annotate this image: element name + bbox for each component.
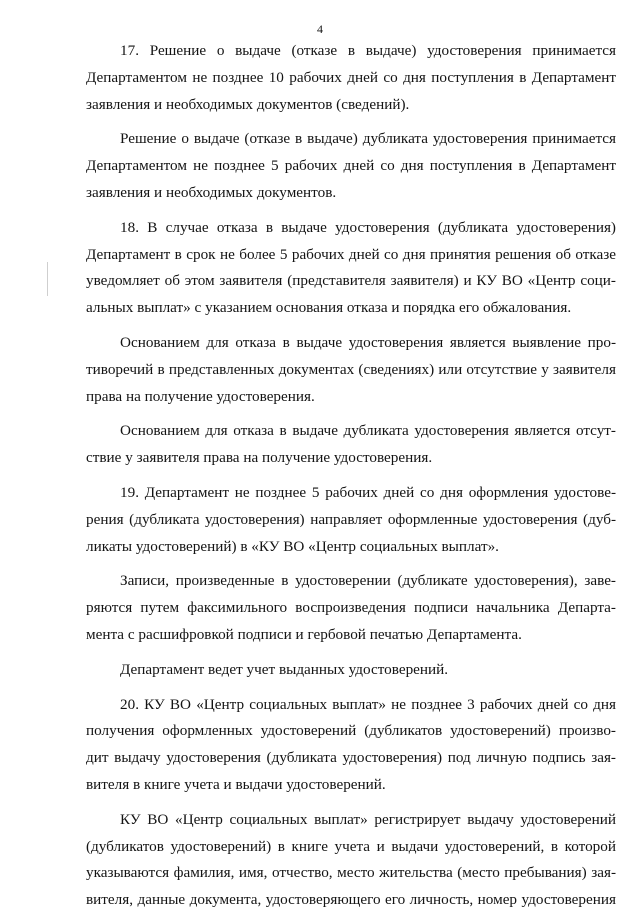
text-line: Записи, произведенные в удостоверении (дубликате удостоверения), заве-: [120, 572, 616, 590]
text-line: рения (дубликата удостоверения) направляет оформленные удостоверения (дуб-: [86, 510, 616, 528]
text-line: 19. Департамент не позднее 5 рабочих дней со дня оформления удостове-: [120, 483, 616, 501]
paragraph-gap: [86, 560, 616, 568]
margin-mark: [47, 262, 48, 296]
paragraph: [86, 215, 616, 322]
text-line: права на получение удостоверения.: [86, 387, 315, 405]
paragraph: [86, 330, 616, 410]
paragraph-gap: [86, 649, 616, 657]
paragraph: [86, 126, 616, 206]
text-line: Департаментом не позднее 5 рабочих дней со дня поступления в Департамент: [86, 157, 616, 175]
paragraph-gap: [86, 472, 616, 480]
paragraph: [86, 418, 616, 472]
document-body: [86, 38, 616, 914]
paragraph: [86, 568, 616, 648]
text-line: Основанием для отказа в выдаче удостоверения является выявление про-: [120, 333, 616, 351]
text-line: Основанием для отказа в выдаче дубликата удостоверения является отсут-: [120, 422, 616, 440]
text-line: получения оформленных удостоверений (дубликатов удостоверений) произво-: [86, 722, 616, 740]
text-line: дит выдачу удостоверения (дубликата удостоверения) под личную подпись зая-: [86, 749, 616, 767]
text-line: заявления и необходимых документов (сведений).: [86, 95, 410, 113]
text-line: ликаты удостоверений) в «КУ ВО «Центр социальных выплат».: [86, 537, 499, 555]
text-line: 17. Решение о выдаче (отказе в выдаче) удостоверения принимается: [120, 42, 616, 59]
paragraph: [86, 38, 616, 118]
paragraph: [86, 692, 616, 799]
paragraph: [86, 657, 616, 684]
paragraph-gap: [86, 207, 616, 215]
text-line: мента с расшифровкой подписи и гербовой печатью Департамента.: [86, 625, 522, 643]
paragraph: [86, 480, 616, 560]
text-line: Департамент ведет учет выданных удостоверений.: [120, 660, 449, 678]
text-line: указываются фамилия, имя, отчество, место жительства (место пребывания) зая-: [86, 864, 616, 882]
text-line: заявления и необходимых документов.: [86, 183, 337, 201]
page-number: 4: [317, 22, 323, 36]
paragraph-gap: [86, 118, 616, 126]
text-line: 18. В случае отказа в выдаче удостоверения (дубликата удостоверения): [120, 218, 616, 236]
text-line: Решение о выдаче (отказе в выдаче) дубликата удостоверения принимается: [120, 130, 616, 148]
text-line: уведомляет об этом заявителя (представителя заявителя) и КУ ВО «Центр соци-: [86, 272, 616, 290]
text-line: ряются путем факсимильного воспроизведения подписи начальника Департа-: [86, 599, 616, 617]
text-line: (дубликатов удостоверений) в книге учета и выдачи удостоверений, в которой: [86, 837, 616, 855]
text-line: Департаментом не позднее 10 рабочих дней со дня поступления в Департамент: [86, 68, 616, 86]
text-line: КУ ВО «Центр социальных выплат» регистрирует выдачу удостоверений: [120, 810, 616, 828]
paragraph-gap: [86, 684, 616, 692]
text-line: тиворечий в представленных документах (сведениях) или отсутствие у заявителя: [86, 360, 616, 378]
paragraph-gap: [86, 322, 616, 330]
paragraph-gap: [86, 410, 616, 418]
text-line: альных выплат» с указанием основания отказа и порядка его обжалования.: [86, 299, 572, 317]
paragraph-gap: [86, 799, 616, 807]
text-line: Департамент в срок не более 5 рабочих дней со дня принятия решения об отказе: [86, 245, 616, 263]
paragraph: [86, 807, 616, 914]
text-line: вителя, данные документа, удостоверяющего его личность, номер удостоверения: [86, 891, 616, 909]
text-line: 20. КУ ВО «Центр социальных выплат» не позднее 3 рабочих дней со дня: [120, 695, 616, 713]
text-line: вителя в книге учета и выдачи удостоверений.: [86, 775, 386, 793]
text-line: ствие у заявителя права на получение удостоверения.: [86, 449, 433, 467]
